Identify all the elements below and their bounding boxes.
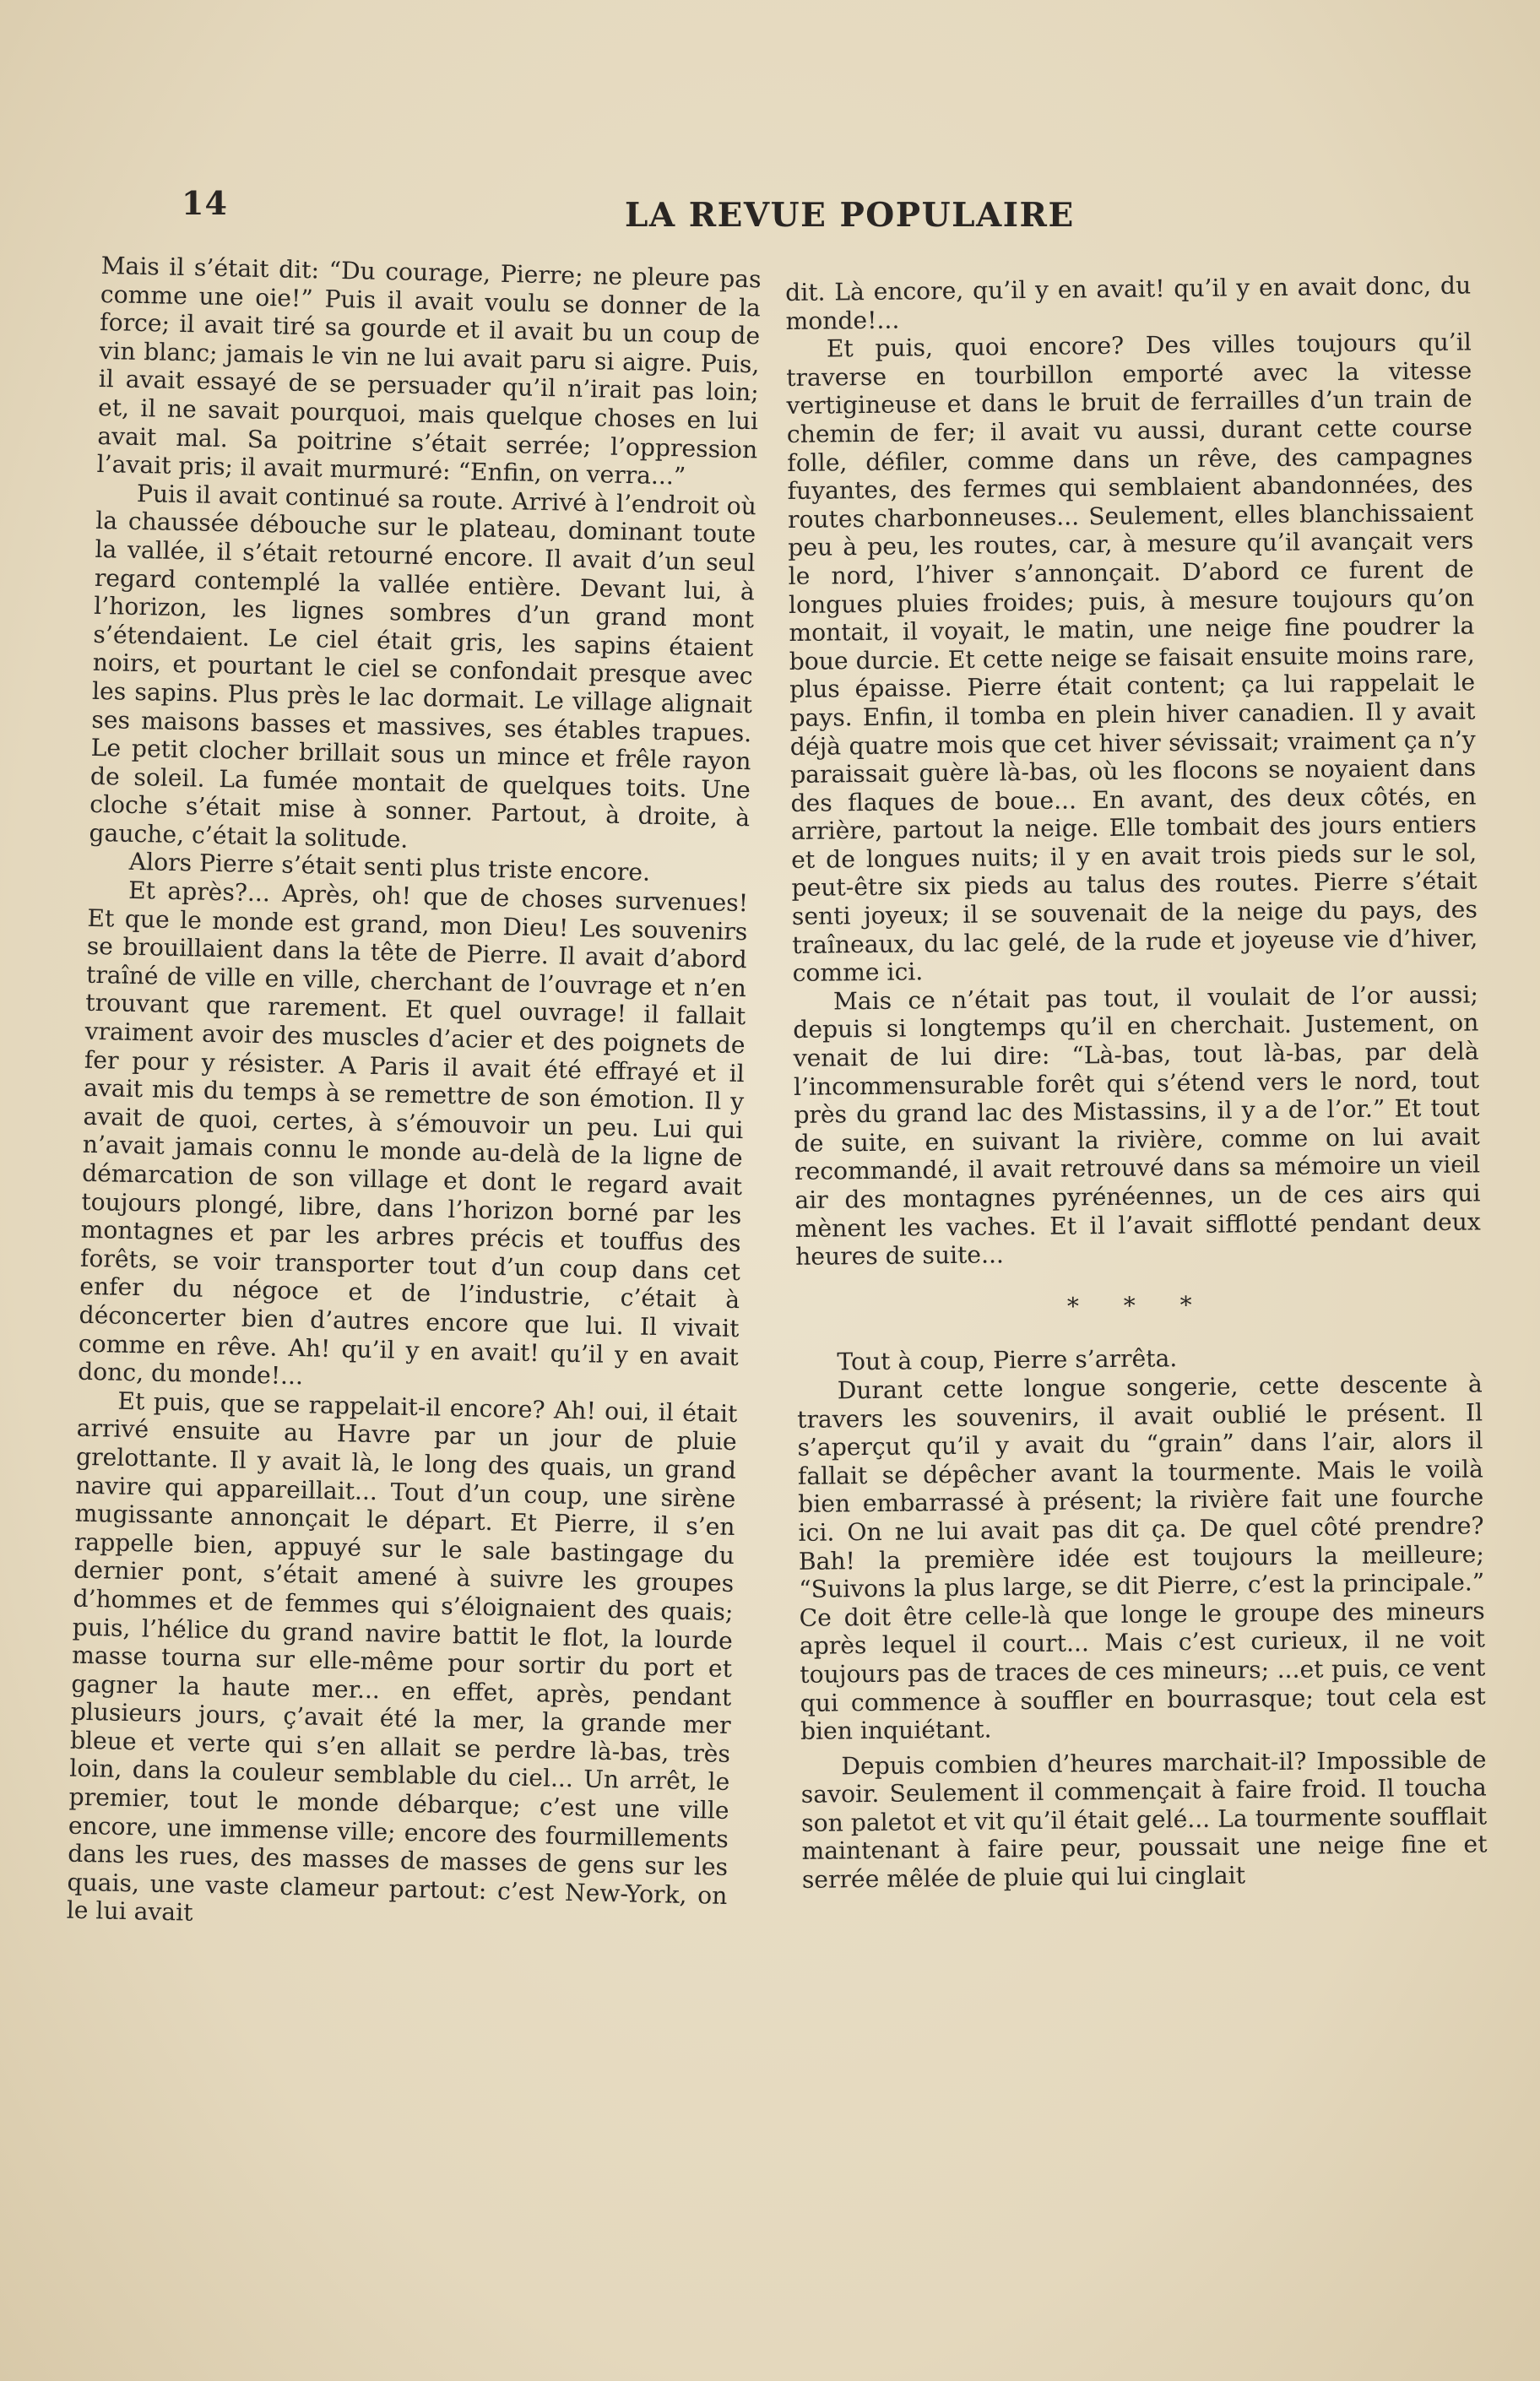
left-column [66,252,761,1939]
running-head: LA REVUE POPULAIRE [625,196,1075,235]
paragraph: Depuis combien d’heures marchait-il? Impossible de savoir. Seulement il commençait à faire froid. Il toucha son paletot et vit qu’il était gelé... La tourmente soufflait maintenant à faire peur, poussait une neige fine et serrée mêlée de pluie qui lui cinglait [800,1745,1488,1894]
paragraph: Alors Pierre s’était senti plus triste encore. [128,848,651,887]
paragraph: Durant cette longue songerie, cette descente à travers les souvenirs, il avait oublié le présent. Il s’aperçut qu’il y avait du “grain” dans l’air, alors il fallait se dépêcher avant la tourmente. Mais le voilà bien embarrassé à présent; la rivière fait une fourche ici. On ne lui avait pas dit ça. De quel côté prendre? Bah! la première idée est toujours la meilleure; “Suivons la plus large, se dit Pierre, c’est la principale.” Ce doit être celle-là que longe le groupe des mineurs après lequel il court... Mais c’est curieux, il ne voit toujours pas de traces de ces mineurs; ...et puis, ce vent qui commence à souffler en bourrasque; tout cela est bien inquiétant. [796,1369,1486,1745]
paragraph: Tout à coup, Pierre s’arrêta. [837,1344,1178,1376]
paragraph: Et après?... Après, oh! que de choses survenues! Et que le monde est grand, mon Dieu! Les souvenirs se brouillaient dans la tête de Pierre. Il avait d’abord traîné de ville en ville, cherchant de l’ouvrage et n’en trouvant que rarement. Et quel ouvrage! il fallait vraiment avoir des muscles d’acier et des poignets de fer pour y résister. A Paris il avait été effrayé et il avait mis du temps à se remettre de son émotion. Il y avait de quoi, certes, à s’émouvoir un peu. Lui qui n’avait jamais connu le monde au-delà de la ligne de démarcation de son village et dont le regard avait toujours plongé, libre, dans l’horizon borné par les montagnes et par les arbres précis et touffus des forêts, se voir transporter tout d’un coup dans cet enfer du négoce et de l’industrie, c’était à déconcerter bien d’autres encore que lui. Il vivait comme en rêve. Ah! qu’il y en avait! qu’il y en avait donc, du monde!... [77,876,749,1391]
paragraph: Puis il avait continué sa route. Arrivé à l’endroit où la chaussée débouche sur le plateau, dominant toute la vallée, il s’était retourné encore. Il avait d’un seul regard contemplé la vallée entière. Devant lui, à l’horizon, les lignes sombres d’un grand mont s’étendaient. Le ciel était gris, les sapins étaient noirs, et pourtant le ciel se confondait presque avec les sapins. Plus près le lac dormait. Le village alignait ses maisons basses et massives, ses étables trapues. Le petit clocher brillait sous un mince et frêle rayon de soleil. La fumée montait de quelques toits. Une cloche s’était mise à sonner. Partout, à droite, à gauche, c’était la solitude. [89,479,757,854]
paragraph: Et puis, quoi encore? Des villes toujours qu’il traverse en tourbillon emporté avec la vitesse vertigineuse et dans le bruit de ferrailles d’un train de chemin de fer; il avait vu aussi, durant cette course folle, défiler, comme dans un rêve, des campagnes fuyantes, des fermes qui semblaient abandonnées, des routes charbonneuses... Seulement, elles blanchissaient peu à peu, les routes, car, à mesure qu’il avançait vers le nord, l’hiver s’annonçait. D’abord ce furent de longues pluies froides; puis, à mesure toujours qu’on montait, il voyait, le matin, une neige fine poudrer la boue durcie. Et cette neige se faisait ensuite moins rare, plus épaisse. Pierre était content; ça lui rappelait le pays. Enfin, il tomba en plein hiver canadien. Il y avait déjà quatre mois que cet hiver sévissait; vraiment ça n’y paraissait guère là-bas, où les flocons se noyaient dans des flaques de boue... En avant, des deux côtés, en arrière, partout la neige. Elle tombait des jours entiers et de longues nuits; il y en avait trois pieds sur le sol, peut-être six pieds au talus des routes. Pierre s’était senti joyeux; il se souvenait de la neige du pays, des traîneaux, du lac gelé, de la rude et joyeuse vie d’hiver, comme ici. [786,328,1478,988]
paragraph: Et puis, que se rappelait-il encore? Ah! oui, il était arrivé ensuite au Havre par un jour de pluie grelottante. Il y avait là, le long des quais, un grand navire qui appareillait... Tout d’un coup, une sirène mugissante annonçait le départ. Et Pierre, il s’en rappelle bien, appuyé sur le sale bastingage du dernier pont, s’était amené à suivre les groupes d’hommes et de femmes qui s’éloignaient des quais; puis, l’hélice du grand navire battit le flot, la lourde masse tourna sur elle-même pour sortir du port et gagner la haute mer... en effet, après, pendant plusieurs jours, ç’avait été la mer, la grande mer bleue et verte qui s’en allait se perdre là-bas, très loin, dans la couleur semblable du ciel... Un arrêt, le premier, tout le monde débarque; c’est une ville encore, une immense ville; encore des fourmillements dans les rues, des masses de masses de gens sur les quais, une vaste clameur partout: c’est New-York, on le lui avait [66,1386,738,1928]
paragraph: Mais il s’était dit: “Du courage, Pierre; ne pleure pas comme une oie!” Puis il avait voulu se donner de la force; il avait tiré sa gourde et il avait bu un coup de vin blanc; jamais le vin ne lui avait paru si aigre. Puis, il avait essayé de se persuader qu’il n’irait pas loin; et, il ne savait pourquoi, mais quelque choses en lui avait mal. Sa poitrine s’était serrée; l’oppression l’avait pris; il avait murmuré: “Enfin, on verra...” [96,252,762,491]
page-number: 14 [182,184,228,222]
paragraph: Mais ce n’était pas tout, il voulait de l’or aussi; depuis si longtemps qu’il en cherchait. Justement, on venait de lui dire: “Là-bas, tout là-bas, par delà l’incommensurable forêt qui s’étend vers le nord, tout près du grand lac des Mistassins, il y a de l’or.” Et tout de suite, en suivant la rivière, comme on lui avait recommandé, il avait retrouvé dans sa mémoire un vieil air des montagnes pyrénéennes, un de ces airs qui mènent les vaches. Et il l’avait sifflotté pendant deux heures de suite... [793,980,1481,1272]
paragraph: dit. Là encore, qu’il y en avait! qu’il y en avait donc, du monde!... [785,271,1472,335]
right-column [785,271,1488,1894]
section-break: * * * [1066,1290,1211,1321]
